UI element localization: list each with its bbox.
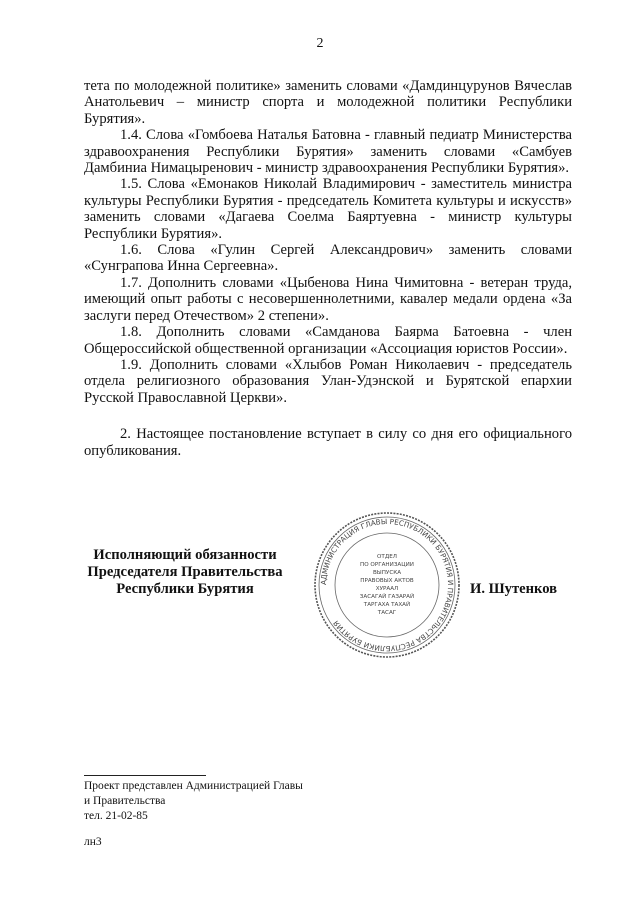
footnote-phone: тел. 21-02-85 xyxy=(84,810,148,822)
seal-center-line: ПО ОРГАНИЗАЦИИ xyxy=(360,562,414,568)
paragraph-1-9: 1.9. Дополнить словами «Хлыбов Роман Николаевич - председатель отдела религиозного образования Улан-Удэнской и Бурятской епархии Русской Православной Церкви». xyxy=(84,356,572,406)
footnote-line: и Правительства xyxy=(84,795,166,807)
seal-center-line: ВЫПУСКА xyxy=(372,570,402,576)
seal-center-line: ОТДЕЛ xyxy=(377,554,397,560)
seal-ring-text: АДМИНИСТРАЦИЯ ГЛАВЫ РЕСПУБЛИКИ БУРЯТИЯ И ПРАВИТЕЛЬСТВА РЕСПУБЛИКИ БУРЯТИЯ xyxy=(318,516,456,654)
official-seal-icon xyxy=(312,510,462,660)
seal-center-line: ХУРААЛ xyxy=(375,586,399,592)
paragraph-1-8: 1.8. Дополнить словами «Самданова Баярма Батоевна - член Общероссийской общественной организации «Ассоциация юристов России». xyxy=(84,324,572,357)
closing-paragraph: 2. Настоящее постановление вступает в силу со дня его официального опубликования. xyxy=(84,426,572,459)
paragraph-1-5: 1.5. Слова «Емонаков Николай Владимирович - заместитель министра культуры Республики Бурятия - председатель Комитета культуры и искусств» заменить словами «Дагаева Соелма Баяртуевна - министр культуры Республики Бурятия». xyxy=(84,176,572,242)
document-code: лн3 xyxy=(84,836,102,848)
seal-center-line: ПРАВОВЫХ АКТОВ xyxy=(360,578,414,584)
signer-position-line: Исполняющий обязанности xyxy=(93,547,277,563)
footnote-divider xyxy=(84,775,206,776)
signer-position xyxy=(80,547,290,598)
paragraph-1-7: 1.7. Дополнить словами «Цыбенова Нина Чимитовна - ветеран труда, имеющий опыт работы с несовершеннолетними, кавалер медали ордена «За заслуги перед Отечеством» 2 степени». xyxy=(84,274,572,324)
footnote-line: Проект представлен Администрацией Главы xyxy=(84,780,303,792)
signer-position-line: Республики Бурятия xyxy=(116,581,254,597)
seal-center-line: ЗАСАГАЙ ГАЗАРАЙ xyxy=(359,594,415,600)
seal-center-line: ТАСАГ xyxy=(377,610,397,616)
document-body xyxy=(84,78,572,459)
paragraph-continuation: тета по молодежной политике» заменить словами «Дамдинцурунов Вячеслав Анатольевич – министр спорта и молодежной политики Республики Бурятия». xyxy=(84,78,572,127)
seal-center-line: ТАРГАХА ТАХАЙ xyxy=(363,602,411,608)
paragraph-gap xyxy=(84,406,572,426)
signer-position-line: Председателя Правительства xyxy=(87,564,283,580)
footnote xyxy=(84,779,303,824)
signer-name: И. Шутенков xyxy=(470,581,558,597)
paragraph-1-4: 1.4. Слова «Гомбоева Наталья Батовна - главный педиатр Министерства здравоохранения Республики Бурятия» заменить словами «Самбуев Дамбиниа Нимацыренович - министр здравоохранения Республики Бурятия». xyxy=(84,127,572,177)
paragraph-1-6: 1.6. Слова «Гулин Сергей Александрович» заменить словами «Сунграпова Инна Сергеевна». xyxy=(84,242,572,275)
page-number: 2 xyxy=(316,36,324,51)
